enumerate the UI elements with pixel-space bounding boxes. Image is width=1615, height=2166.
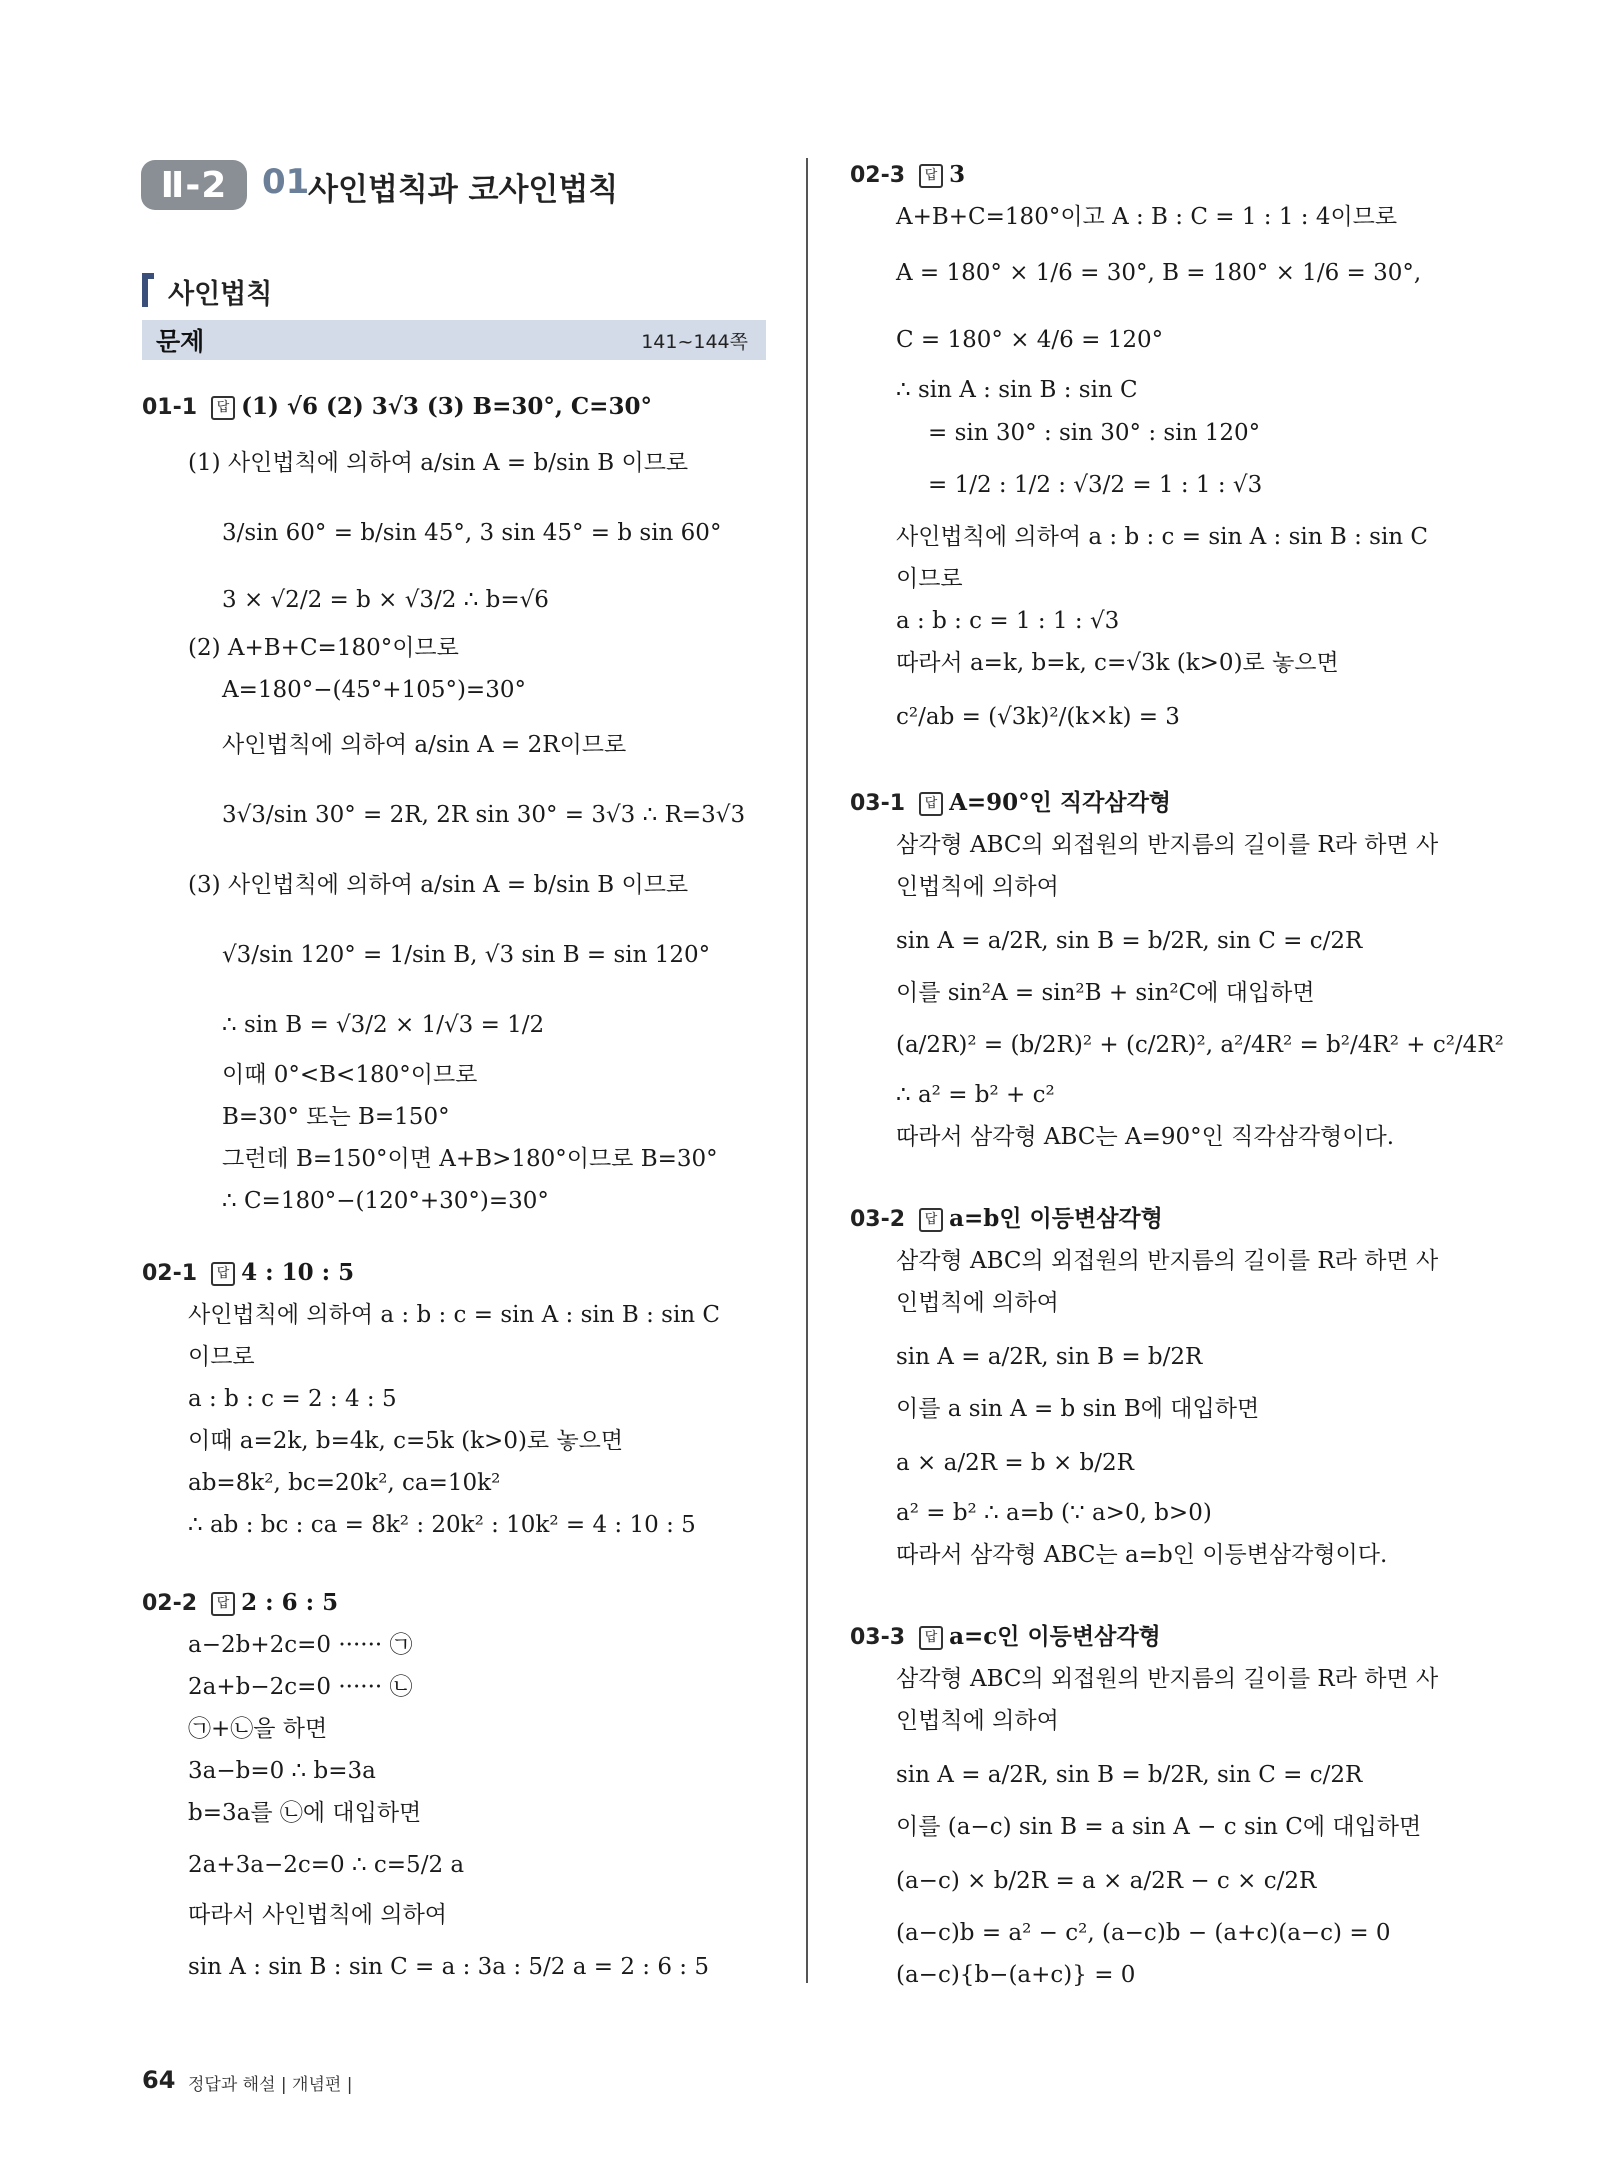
solution-line: 인법칙에 의하여 bbox=[896, 1290, 1059, 1316]
answer-text: A=90°인 직각삼각형 bbox=[949, 789, 1172, 816]
problem-id: 03-3 bbox=[850, 1625, 906, 1650]
solution-line: 이를 sin²A = sin²B + sin²C에 대입하면 bbox=[896, 980, 1315, 1006]
solution-line: B=30° 또는 B=150° bbox=[222, 1104, 450, 1130]
solution-line: (2) A+B+C=180°이므로 bbox=[188, 635, 459, 661]
answer-icon: 답 bbox=[211, 1592, 235, 1616]
solution-line: C = 180° × 4/6 = 120° bbox=[896, 327, 1164, 353]
problem-id: 03-1 bbox=[850, 791, 906, 816]
solution-line: 삼각형 ABC의 외접원의 반지름의 길이를 R라 하면 사 bbox=[896, 1248, 1439, 1274]
solution-line: sin A = a/2R, sin B = b/2R, sin C = c/2R bbox=[896, 928, 1363, 954]
solution-line: ㉠+㉡을 하면 bbox=[188, 1716, 328, 1742]
solution-line: 이므로 bbox=[896, 566, 963, 592]
solution-line: 이때 a=2k, b=4k, c=5k (k>0)로 놓으면 bbox=[188, 1428, 624, 1454]
answer-icon: 답 bbox=[919, 1626, 943, 1650]
solution-line: 따라서 a=k, b=k, c=√3k (k>0)로 놓으면 bbox=[896, 650, 1339, 676]
band-page-range: 141~144쪽 bbox=[641, 330, 748, 353]
solution-line: 삼각형 ABC의 외접원의 반지름의 길이를 R라 하면 사 bbox=[896, 832, 1439, 858]
solution-line: A+B+C=180°이고 A : B : C = 1 : 1 : 4이므로 bbox=[896, 204, 1398, 230]
solution-line: 그런데 B=150°이면 A+B>180°이므로 B=30° bbox=[222, 1146, 718, 1172]
solution-line: sin A = a/2R, sin B = b/2R, sin C = c/2R bbox=[896, 1762, 1363, 1788]
solution-line: A = 180° × 1/6 = 30°, B = 180° × 1/6 = 30°, bbox=[896, 260, 1422, 286]
band-label: 문제 bbox=[156, 327, 205, 356]
solution-line: (a−c){b−(a+c)} = 0 bbox=[896, 1962, 1136, 1988]
solution-line: 이를 (a−c) sin B = a sin A − c sin C에 대입하면 bbox=[896, 1814, 1422, 1840]
solution-line: (a/2R)² = (b/2R)² + (c/2R)², a²/4R² = b²/4R² + c²/4R² bbox=[896, 1032, 1504, 1058]
solution-line: 3a−b=0 ∴ b=3a bbox=[188, 1758, 376, 1784]
chapter-title: 사인법칙과 코사인법칙 bbox=[308, 172, 619, 208]
problem-header bbox=[850, 1204, 1163, 1235]
solution-line: 사인법칙에 의하여 a : b : c = sin A : sin B : sin C bbox=[188, 1302, 721, 1328]
solution-line: (1) 사인법칙에 의하여 a/sin A = b/sin B 이므로 bbox=[188, 450, 689, 476]
solution-line: a−2b+2c=0 ······ ㉠ bbox=[188, 1632, 413, 1658]
solution-line: 이를 a sin A = b sin B에 대입하면 bbox=[896, 1396, 1260, 1422]
solution-line: ∴ sin B = √3/2 × 1/√3 = 1/2 bbox=[222, 1012, 545, 1038]
solution-line: = sin 30° : sin 30° : sin 120° bbox=[928, 420, 1261, 446]
footer-text: 정답과 해설 | 개념편 | bbox=[188, 2075, 353, 2095]
solution-line: a × a/2R = b × b/2R bbox=[896, 1450, 1134, 1476]
answer-icon: 답 bbox=[919, 1208, 943, 1232]
problem-header bbox=[850, 1622, 1161, 1653]
solution-line: sin A : sin B : sin C = a : 3a : 5/2 a = 2 : 6 : 5 bbox=[188, 1954, 709, 1980]
solution-line: ∴ a² = b² + c² bbox=[896, 1082, 1055, 1108]
solution-line: ab=8k², bc=20k², ca=10k² bbox=[188, 1470, 501, 1496]
problem-band bbox=[142, 320, 766, 360]
solution-line: 이때 0°<B<180°이므로 bbox=[222, 1062, 478, 1088]
solution-line: 3/sin 60° = b/sin 45°, 3 sin 45° = b sin 60° bbox=[222, 520, 722, 546]
solution-line: (3) 사인법칙에 의하여 a/sin A = b/sin B 이므로 bbox=[188, 872, 689, 898]
solution-line: 따라서 삼각형 ABC는 A=90°인 직각삼각형이다. bbox=[896, 1124, 1395, 1150]
solution-line: √3/sin 120° = 1/sin B, √3 sin B = sin 120° bbox=[222, 942, 711, 968]
problem-header bbox=[850, 788, 1171, 819]
solution-line: 사인법칙에 의하여 a/sin A = 2R이므로 bbox=[222, 732, 627, 758]
answer-text: 2 : 6 : 5 bbox=[241, 1589, 339, 1616]
solution-line: 인법칙에 의하여 bbox=[896, 1708, 1059, 1734]
page-number: 64 bbox=[142, 2066, 176, 2094]
solution-line: sin A = a/2R, sin B = b/2R bbox=[896, 1344, 1203, 1370]
answer-text: 4 : 10 : 5 bbox=[241, 1259, 355, 1286]
solution-line: 이므로 bbox=[188, 1344, 255, 1370]
problem-id: 02-3 bbox=[850, 163, 906, 188]
problem-header bbox=[142, 1588, 338, 1619]
solution-line: a² = b² ∴ a=b (∵ a>0, b>0) bbox=[896, 1500, 1212, 1526]
solution-line: (a−c) × b/2R = a × a/2R − c × c/2R bbox=[896, 1868, 1317, 1894]
answer-text: 3 bbox=[949, 161, 966, 188]
unit-badge: Ⅱ-2 bbox=[141, 160, 247, 210]
solution-line: 사인법칙에 의하여 a : b : c = sin A : sin B : sin C bbox=[896, 524, 1429, 550]
problem-id: 01-1 bbox=[142, 395, 198, 420]
section-marker-icon bbox=[142, 273, 154, 307]
chapter-number: 01 bbox=[262, 162, 310, 202]
solution-line: = 1/2 : 1/2 : √3/2 = 1 : 1 : √3 bbox=[928, 472, 1263, 498]
solution-line: a : b : c = 2 : 4 : 5 bbox=[188, 1386, 397, 1412]
solution-line: a : b : c = 1 : 1 : √3 bbox=[896, 608, 1120, 634]
solution-line: ∴ sin A : sin B : sin C bbox=[896, 377, 1138, 403]
solution-line: ∴ ab : bc : ca = 8k² : 20k² : 10k² = 4 : 10 : 5 bbox=[188, 1512, 696, 1538]
solution-line: c²/ab = (√3k)²/(k×k) = 3 bbox=[896, 704, 1180, 730]
problem-id: 03-2 bbox=[850, 1207, 906, 1232]
answer-text: a=c인 이등변삼각형 bbox=[949, 1623, 1161, 1650]
solution-line: A=180°−(45°+105°)=30° bbox=[222, 677, 526, 703]
problem-id: 02-2 bbox=[142, 1591, 198, 1616]
solution-line: 따라서 삼각형 ABC는 a=b인 이등변삼각형이다. bbox=[896, 1542, 1388, 1568]
solution-line: 2a+3a−2c=0 ∴ c=5/2 a bbox=[188, 1852, 465, 1878]
solution-line: 2a+b−2c=0 ······ ㉡ bbox=[188, 1674, 413, 1700]
solution-line: ∴ C=180°−(120°+30°)=30° bbox=[222, 1188, 549, 1214]
problem-header bbox=[850, 160, 965, 191]
problem-header bbox=[142, 1258, 354, 1289]
solution-line: 삼각형 ABC의 외접원의 반지름의 길이를 R라 하면 사 bbox=[896, 1666, 1439, 1692]
solution-line: 3√3/sin 30° = 2R, 2R sin 30° = 3√3 ∴ R=3√3 bbox=[222, 802, 746, 828]
answer-text: (1) √6 (2) 3√3 (3) B=30°, C=30° bbox=[241, 393, 652, 420]
answer-icon: 답 bbox=[211, 1262, 235, 1286]
answer-icon: 답 bbox=[919, 164, 943, 188]
answer-icon: 답 bbox=[919, 792, 943, 816]
solution-line: 인법칙에 의하여 bbox=[896, 874, 1059, 900]
answer-text: a=b인 이등변삼각형 bbox=[949, 1205, 1163, 1232]
problem-id: 02-1 bbox=[142, 1261, 198, 1286]
column-divider bbox=[806, 158, 808, 1983]
solution-line: 3 × √2/2 = b × √3/2 ∴ b=√6 bbox=[222, 587, 549, 613]
problem-header bbox=[142, 392, 652, 423]
solution-line: b=3a를 ㉡에 대입하면 bbox=[188, 1800, 422, 1826]
answer-icon: 답 bbox=[211, 396, 235, 420]
solution-line: (a−c)b = a² − c², (a−c)b − (a+c)(a−c) = 0 bbox=[896, 1920, 1391, 1946]
solution-line: 따라서 사인법칙에 의하여 bbox=[188, 1902, 448, 1928]
section-title: 사인법칙 bbox=[168, 279, 273, 310]
